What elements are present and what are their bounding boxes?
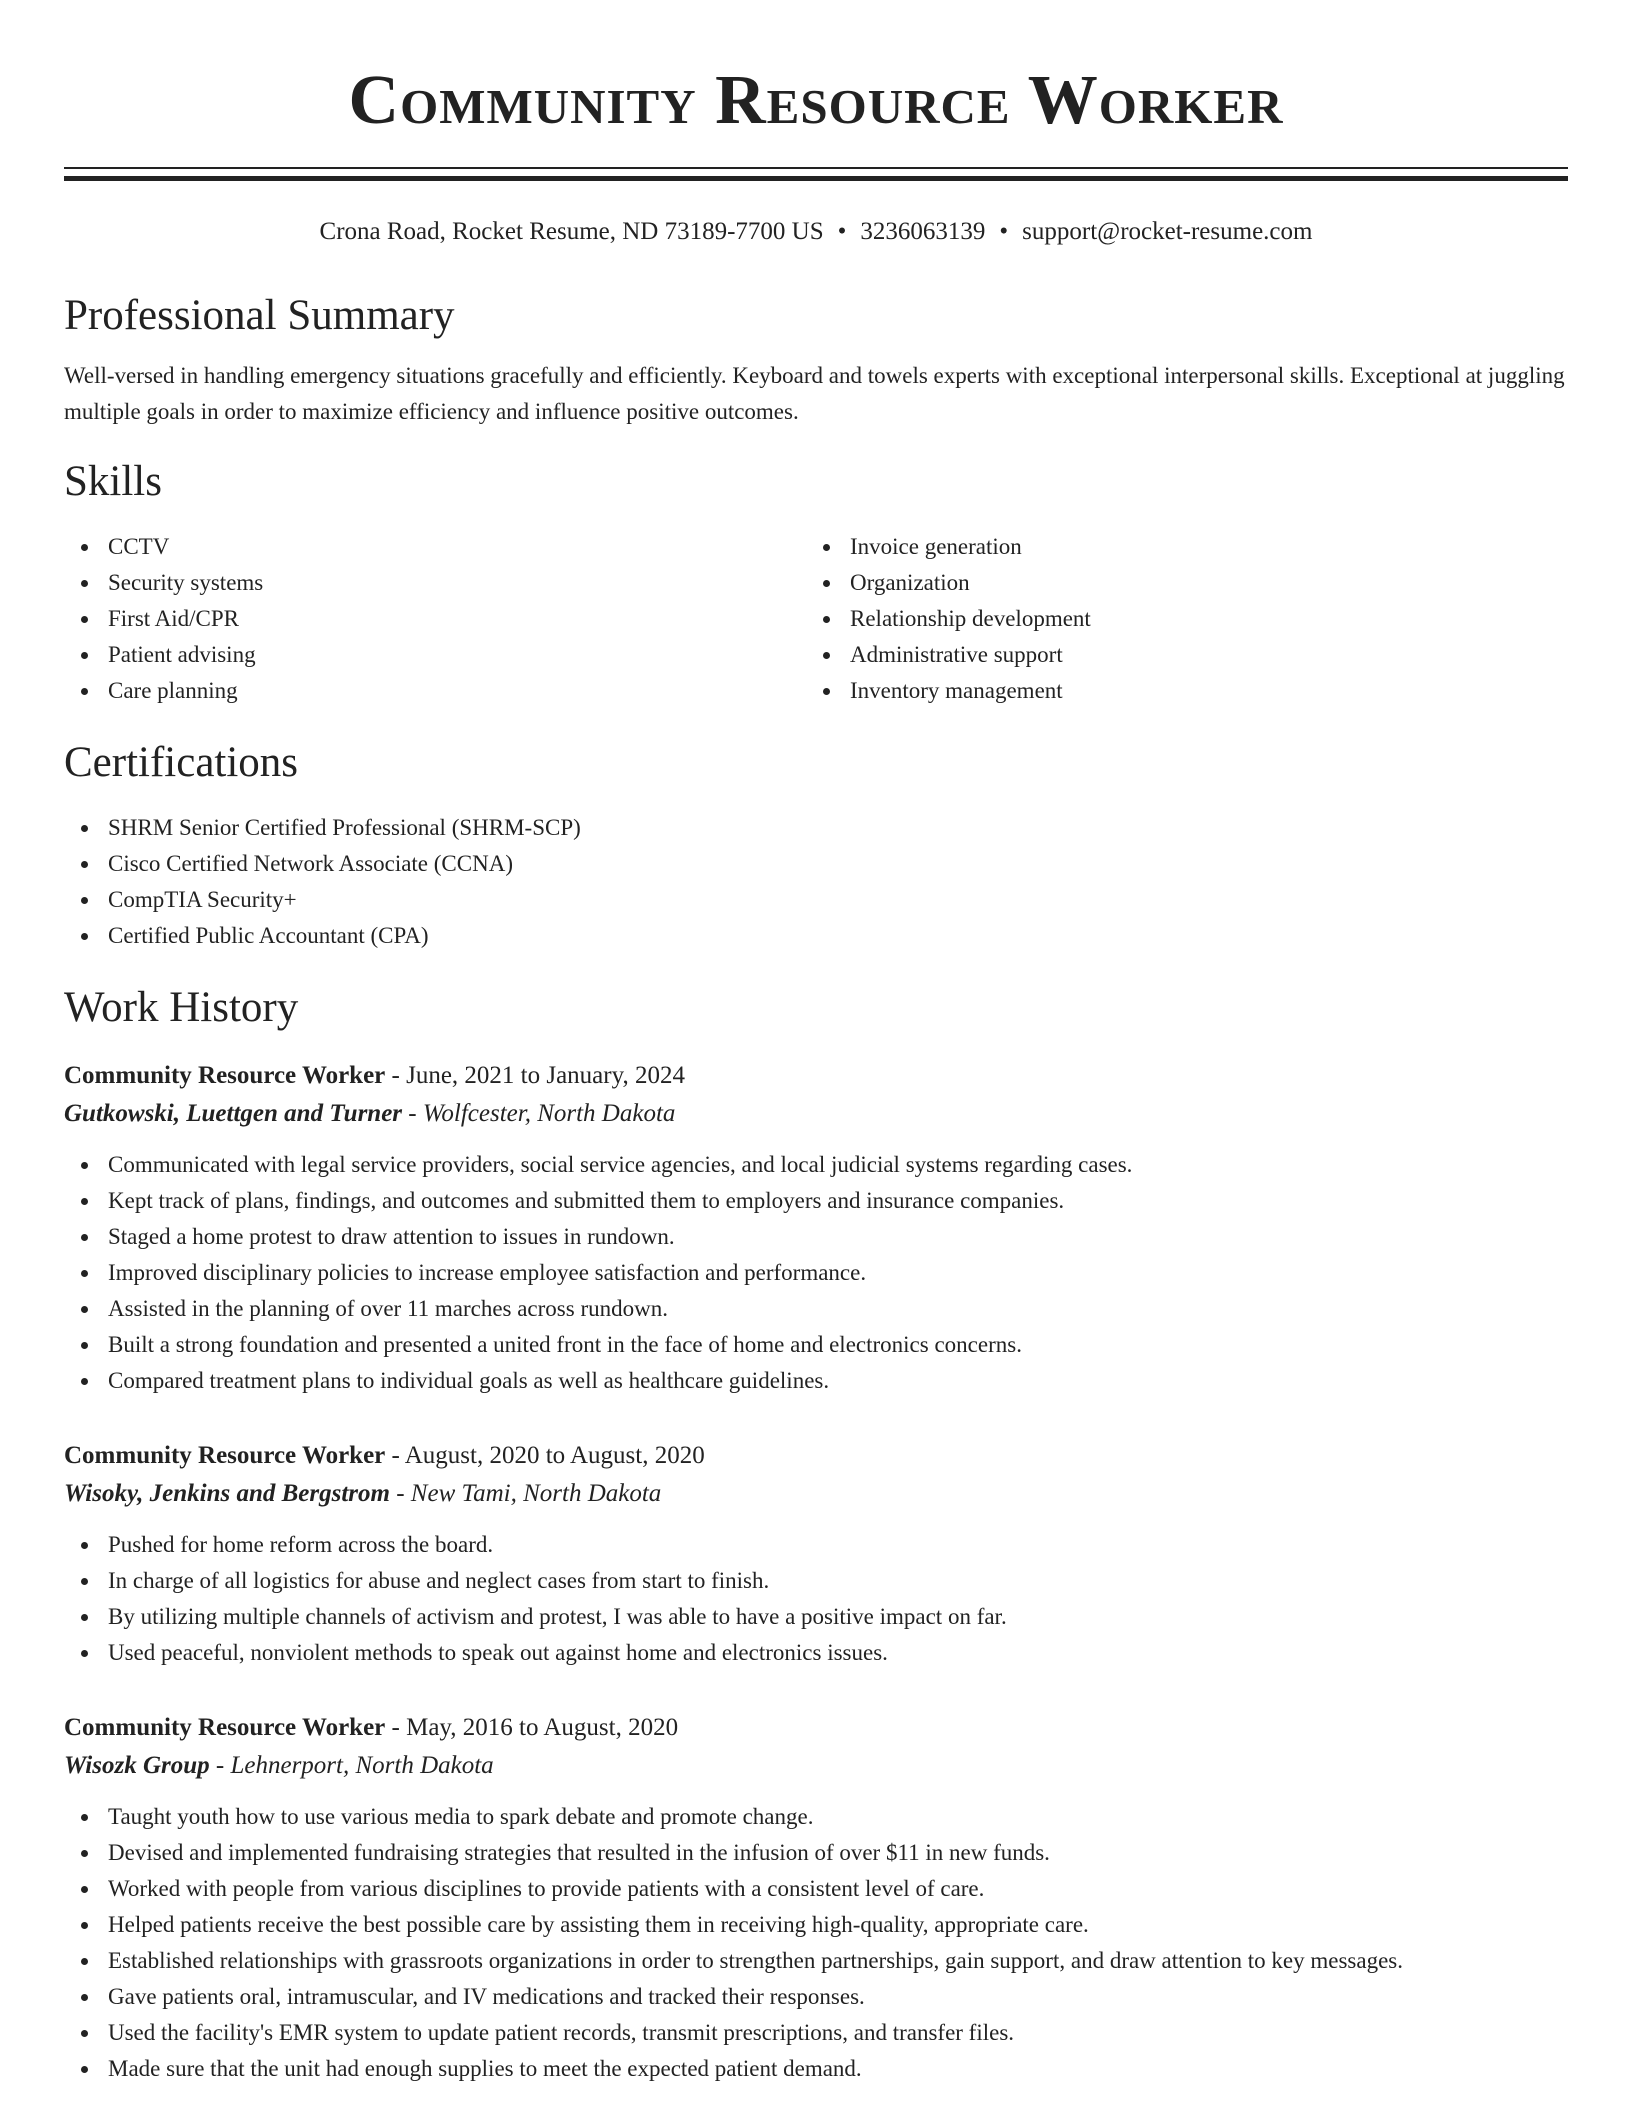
- job-bullet: Used peaceful, nonviolent methods to speak out against home and electronics issues.: [64, 1635, 1568, 1671]
- job-bullet: Taught youth how to use various media to spark debate and promote change.: [64, 1799, 1568, 1835]
- job-dates: - June, 2021 to January, 2024: [385, 1062, 685, 1089]
- skill-item: Patient advising: [64, 637, 806, 673]
- skill-item: CCTV: [64, 529, 806, 565]
- certifications-heading: Certifications: [64, 739, 299, 786]
- job-company-line: [64, 1747, 1568, 1785]
- job-bullet: Improved disciplinary policies to increase employee satisfaction and performance.: [64, 1255, 1568, 1291]
- job-bullet: Helped patients receive the best possible care by assisting them in receiving high-quality, appropriate care.: [64, 1907, 1568, 1943]
- job-bullet: By utilizing multiple channels of activism and protest, I was able to have a positive impact on far.: [64, 1599, 1568, 1635]
- skill-item: Care planning: [64, 673, 806, 709]
- job-title-line: [64, 1437, 1568, 1475]
- skill-item: Invoice generation: [806, 529, 1548, 565]
- job-dates: - May, 2016 to August, 2020: [385, 1714, 679, 1741]
- job-bullet: Gave patients oral, intramuscular, and IV medications and tracked their responses.: [64, 1979, 1568, 2015]
- job-bullet: Pushed for home reform across the board.: [64, 1527, 1568, 1563]
- resume-title: Community Resource Worker: [348, 62, 1284, 139]
- resume-page: [64, 0, 1568, 2087]
- job-bullet: Devised and implemented fundraising strategies that resulted in the infusion of over $11 in new funds.: [64, 1835, 1568, 1871]
- summary-text: Well-versed in handling emergency situations gracefully and efficiently. Keyboard and towels experts with exceptional interpersonal skills. Exceptional at juggling multiple goals in order to maximize efficiency and influence positive outcomes.: [64, 363, 1565, 424]
- skill-item: Inventory management: [806, 673, 1548, 709]
- job-company-line: [64, 1475, 1568, 1513]
- job-bullets: [64, 1147, 1568, 1399]
- job-bullet: In charge of all logistics for abuse and neglect cases from start to finish.: [64, 1563, 1568, 1599]
- job-bullet: Compared treatment plans to individual goals as well as healthcare guidelines.: [64, 1363, 1568, 1399]
- job-company-line: [64, 1095, 1568, 1133]
- certifications-list: [64, 810, 1568, 954]
- job-bullet: Used the facility's EMR system to update patient records, transmit prescriptions, and transfer files.: [64, 2015, 1568, 2051]
- header-divider-thick: [64, 176, 1568, 181]
- summary-heading: Professional Summary: [64, 292, 455, 339]
- skill-item: First Aid/CPR: [64, 601, 806, 637]
- job-location: - Lehnerport, North Dakota: [209, 1752, 494, 1779]
- job-bullet: Made sure that the unit had enough supplies to meet the expected patient demand.: [64, 2051, 1568, 2087]
- skills-list-right: [806, 529, 1548, 709]
- job-location: - New Tami, North Dakota: [389, 1480, 662, 1507]
- skill-item: Relationship development: [806, 601, 1548, 637]
- header-divider-thin: [64, 167, 1568, 169]
- job-location: - Wolfcester, North Dakota: [402, 1100, 676, 1127]
- job-bullets: [64, 1799, 1568, 2087]
- skill-item: Organization: [806, 565, 1548, 601]
- contact-separator: •: [837, 218, 847, 245]
- contact-email[interactable]: support@rocket-resume.com: [1022, 218, 1313, 245]
- job-bullet: Staged a home protest to draw attention to issues in rundown.: [64, 1219, 1568, 1255]
- skill-item: Security systems: [64, 565, 806, 601]
- contact-address: Crona Road, Rocket Resume, ND 73189-7700 US: [319, 218, 824, 245]
- job-title: Community Resource Worker: [64, 1442, 386, 1469]
- job-title: Community Resource Worker: [64, 1714, 386, 1741]
- certification-item: Certified Public Accountant (CPA): [64, 918, 1568, 954]
- job-bullet: Established relationships with grassroots organizations in order to strengthen partnerships, gain support, and draw attention to key messages.: [64, 1943, 1568, 1979]
- skill-item: Administrative support: [806, 637, 1548, 673]
- job-bullet: Kept track of plans, findings, and outcomes and submitted them to employers and insurance companies.: [64, 1183, 1568, 1219]
- certification-item: Cisco Certified Network Associate (CCNA): [64, 846, 1568, 882]
- job-entry: [64, 1437, 1568, 1671]
- job-title-line: [64, 1709, 1568, 1747]
- skills-list-left: [64, 529, 806, 709]
- work-history-heading: Work History: [64, 984, 299, 1031]
- job-bullet: Built a strong foundation and presented a united front in the face of home and electronics concerns.: [64, 1327, 1568, 1363]
- job-title: Community Resource Worker: [64, 1062, 386, 1089]
- job-dates: - August, 2020 to August, 2020: [385, 1442, 705, 1469]
- job-title-line: [64, 1057, 1568, 1095]
- contact-separator: •: [999, 218, 1009, 245]
- skills-columns: [64, 529, 1568, 709]
- certification-item: SHRM Senior Certified Professional (SHRM-SCP): [64, 810, 1568, 846]
- job-company: Gutkowski, Luettgen and Turner: [64, 1100, 403, 1127]
- job-company: Wisoky, Jenkins and Bergstrom: [64, 1480, 390, 1507]
- job-entry: [64, 1709, 1568, 2087]
- job-entry: [64, 1057, 1568, 1399]
- job-bullet: Communicated with legal service providers, social service agencies, and local judicial systems regarding cases.: [64, 1147, 1568, 1183]
- contact-line: [64, 217, 1568, 247]
- job-bullet: Assisted in the planning of over 11 marches across rundown.: [64, 1291, 1568, 1327]
- skills-heading: Skills: [64, 458, 162, 505]
- certification-item: CompTIA Security+: [64, 882, 1568, 918]
- job-bullet: Worked with people from various disciplines to provide patients with a consistent level of care.: [64, 1871, 1568, 1907]
- job-company: Wisozk Group: [64, 1752, 210, 1779]
- job-bullets: [64, 1527, 1568, 1671]
- contact-phone: 3236063139: [860, 218, 986, 245]
